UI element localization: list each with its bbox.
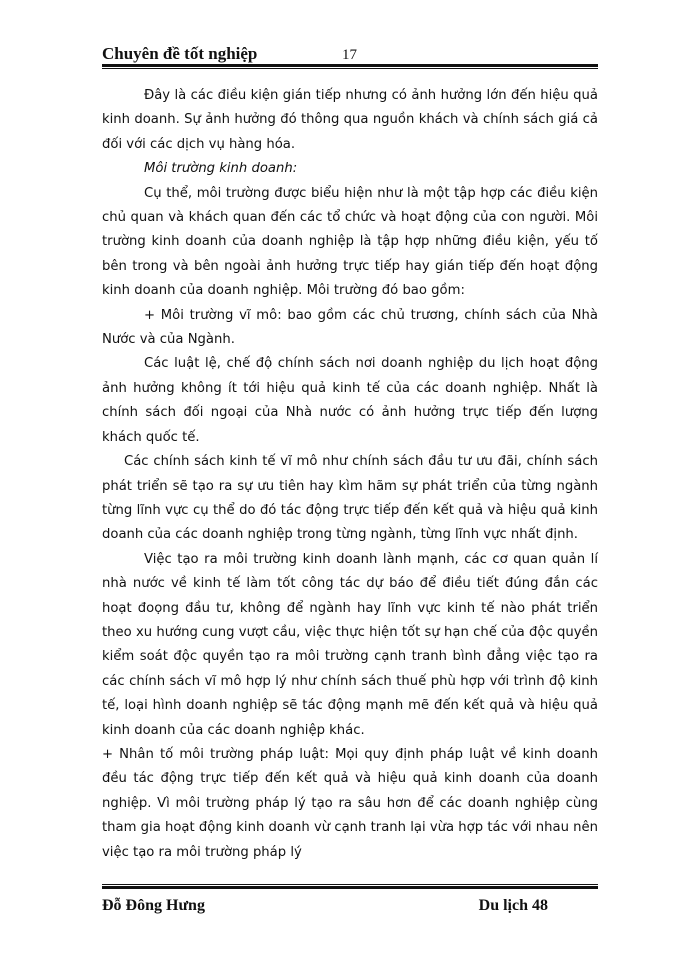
footer-class: Du lịch 48	[478, 897, 548, 914]
paragraph: Việc tạo ra môi trường kinh doanh lành mạnh, các cơ quan quản lí nhà nước về kinh tế làm tốt công tác dự báo để điều tiết đúng đắn các hoạt đoọng đầu tư, không để ngành hay lĩnh vực kinh tế nào phát triển theo xu hướng cung vượt cầu, việc thực hiện tốt sự hạn chế của độc quyền kiểm soát độc quyền tạo ra môi trường cạnh tranh bình đẳng việc tạo ra các chính sách vĩ mô hợp lý như chính sách thuế phù hợp với trình độ kinh tế, loại hình doanh nghiệp sẽ tác động mạnh mẽ đến kết quả và hiệu quả kinh doanh của các doanh nghiệp khác.	[102, 551, 598, 738]
page-number: 17	[342, 47, 357, 63]
paragraph: Các luật lệ, chế độ chính sách nơi doanh nghiệp du lịch hoạt động ảnh hưởng không ít tới hiệu quả kinh tế của các doanh nghiệp. Nhất là chính sách đối ngoại của Nhà nước có ảnh hưởng trực tiếp đến lượng khách quốc tế.	[102, 356, 598, 445]
header-rule	[102, 64, 598, 69]
paragraph: Cụ thể, môi trường được biểu hiện như là một tập hợp các điều kiện chủ quan và khách quan đến các tổ chức và hoạt động của con người. Môi trường kinh doanh của doanh nghiệp là tập hợp những điều kiện, yếu tố bên trong và bên ngoài ảnh hưởng trực tiếp hay gián tiếp đến hoạt động kinh doanh của doanh nghiệp. Môi trường đó bao gồm:	[102, 185, 598, 299]
page-footer	[102, 896, 598, 920]
paragraph: Các chính sách kinh tế vĩ mô như chính sách đầu tư ưu đãi, chính sách phát triển sẽ tạo ra sự ưu tiên hay kìm hãm sự phát triển của từng ngành từng lĩnh vực cụ thể do đó tác động trực tiếp đến kết quả và hiệu quả kinh doanh của các doanh nghiệp trong từng ngành, từng lĩnh vực nhất định.	[102, 454, 598, 543]
paragraph: Đây là các điều kiện gián tiếp nhưng có ảnh hưởng lớn đến hiệu quả kinh doanh. Sự ảnh hưởng đó thông qua nguồn khách và chính sách giá cả đối với các dịch vụ hàng hóa.	[102, 88, 598, 152]
document-body	[102, 84, 598, 865]
paragraph: + Nhân tố môi trường pháp luật: Mọi quy định pháp luật về kinh doanh đều tác động trực tiếp đến kết quả và hiệu quả kinh doanh của doanh nghiệp. Vì môi trường pháp lý tạo ra sâu hơn để các doanh nghiệp cùng tham gia hoạt động kinh doanh vừ cạnh tranh lại vừa hợp tác với nhau nên việc tạo ra môi trường pháp lý	[102, 746, 598, 860]
paragraph: + Môi trường vĩ mô: bao gồm các chủ trương, chính sách của Nhà Nước và của Ngành.	[102, 307, 598, 348]
footer-author: Đỗ Đông Hưng	[102, 897, 205, 914]
footer-rule	[102, 884, 598, 889]
section-heading: Môi trường kinh doanh:	[144, 161, 298, 177]
header-title: Chuyên đề tốt nghiệp	[102, 44, 258, 63]
